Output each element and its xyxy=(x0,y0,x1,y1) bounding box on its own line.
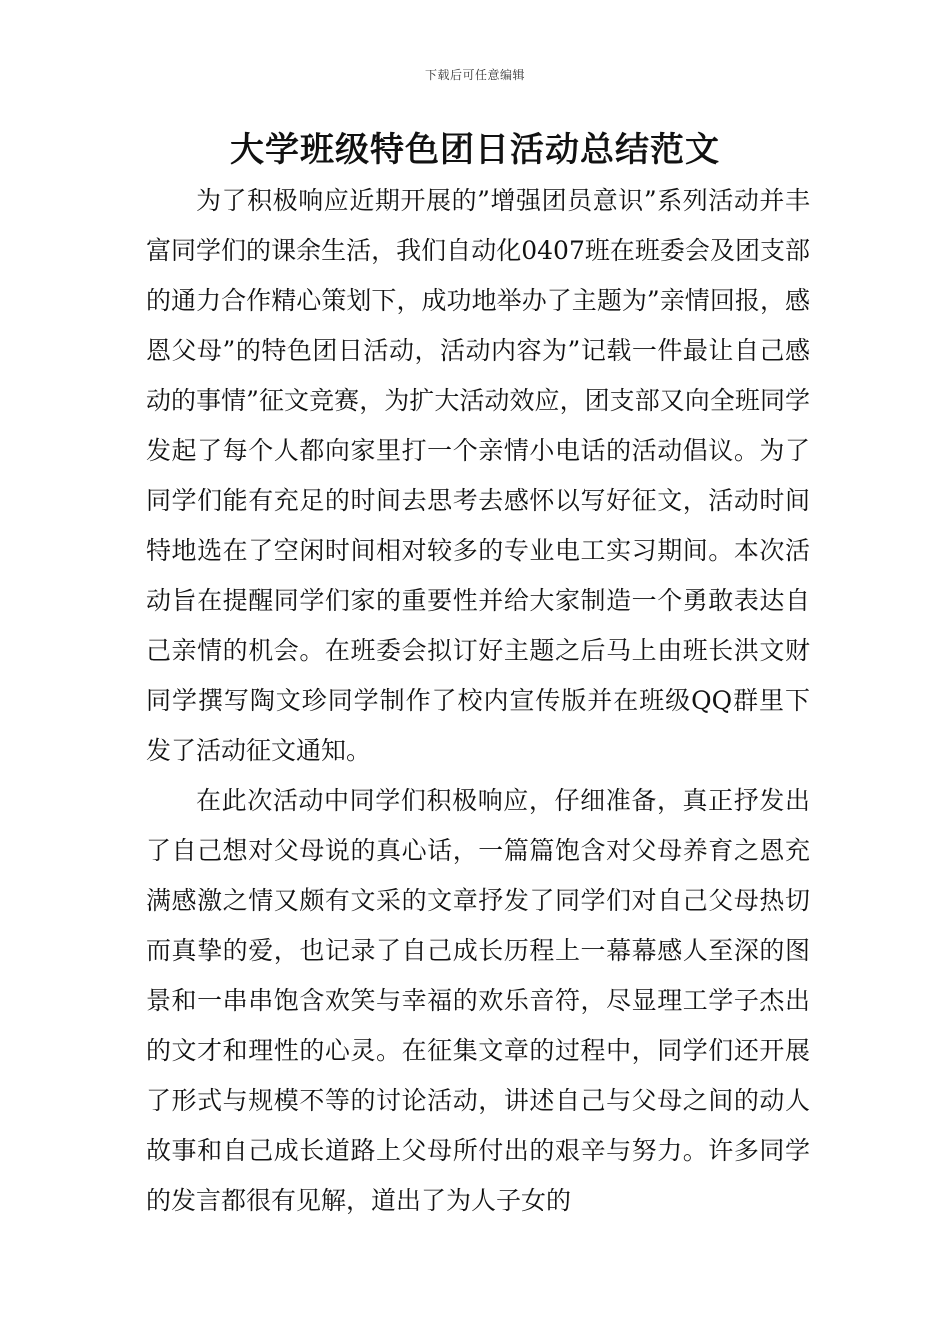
header-note: 下载后可任意编辑 xyxy=(424,68,525,82)
paragraph-1: 为了积极响应近期开展的”增强团员意识”系列活动并丰富同学们的课余生活，我们自动化0407班在班委会及团支部的通力合作精心策划下，成功地举办了主题为”亲情回报，感恩父母”的特色团日活动，活动内容为”记载一件最让自己感动的事情”征文竞赛，为扩大活动效应，团支部又向全班同学发起了每个人都向家里打一个亲情小电话的活动倡议。为了同学们能有充足的时间去思考去感怀以写好征文，活动时间特地选在了空闲时间相对较多的专业电工实习期间。本次活动旨在提醒同学们家的重要性并给大家制造一个勇敢表达自己亲情的机会。在班委会拟订好主题之后马上由班长洪文财同学撰写陶文珍同学制作了校内宣传版并在班级QQ群里下发了活动征文通知。 xyxy=(146,186,810,765)
document-title: 大学班级特色团日活动总结范文 xyxy=(230,130,720,170)
paragraph-2: 在此次活动中同学们积极响应，仔细准备，真正抒发出了自己想对父母说的真心话，一篇篇饱含对父母养育之恩充满感激之情又颇有文采的文章抒发了同学们对自己父母热切而真挚的爱，也记录了自己成长历程上一幕幕感人至深的图景和一串串饱含欢笑与幸福的欢乐音符，尽显理工学子杰出的文才和理性的心灵。在征集文章的过程中，同学们还开展了形式与规模不等的讨论活动，讲述自己与父母之间的动人故事和自己成长道路上父母所付出的艰辛与努力。许多同学的发言都很有见解，道出了为人子女的 xyxy=(146,786,810,1215)
document-body xyxy=(146,176,810,1226)
